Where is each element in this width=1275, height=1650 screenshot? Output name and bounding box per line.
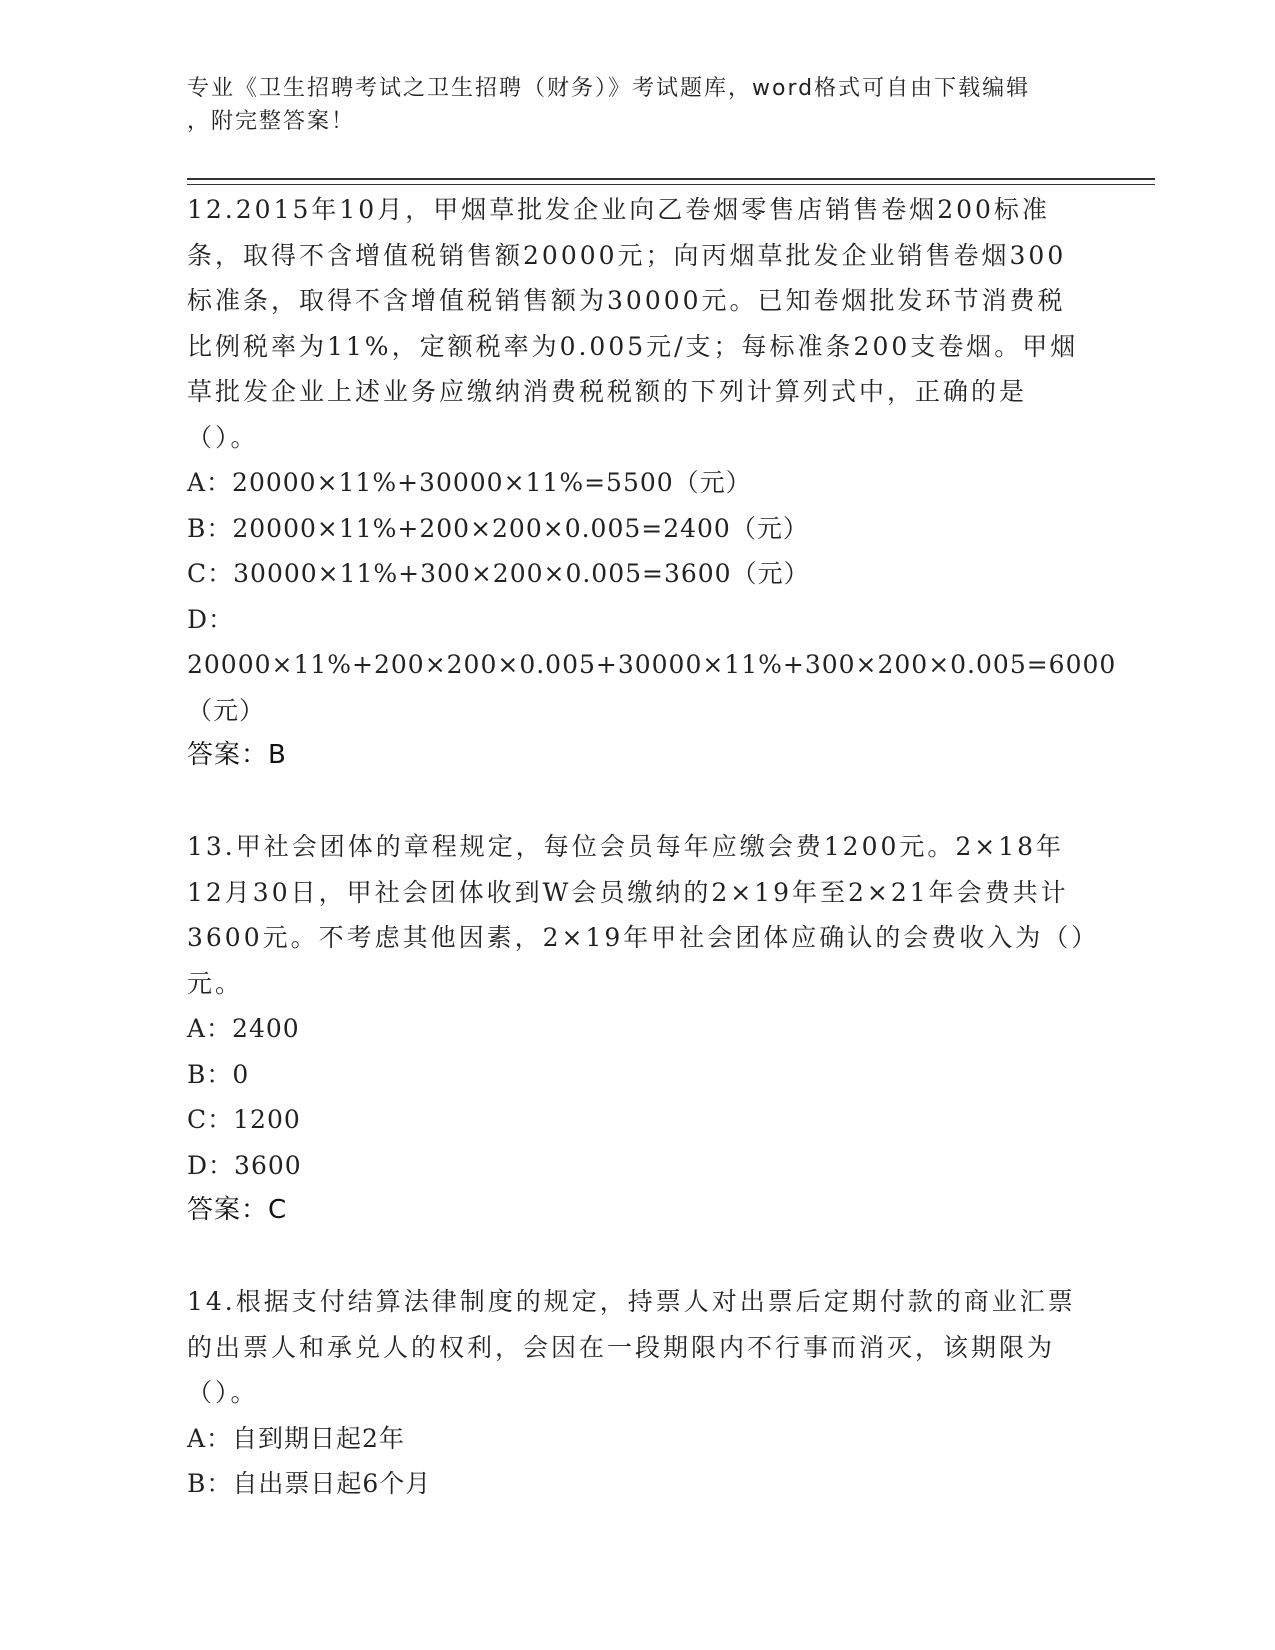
option-b: B：自出票日起6个月 [187,1469,432,1498]
option-a: A：2400 [187,1014,300,1043]
spacer [187,1233,1087,1279]
option-b: B：20000×11%+200×200×0.005=2400（元） [187,513,809,543]
option-d: D：3600 [187,1150,302,1180]
option-a: A：自到期日起2年 [187,1423,405,1453]
header-divider [187,178,1155,185]
question-stem: 12.2015年10月，甲烟草批发企业向乙卷烟零售店销售卷烟200标准条，取得不含增值税销售额20000元；向丙烟草批发企业销售卷烟300标准条，取得不含增值税销售额为30000元。已知卷烟批发环节消费税比例税率为11%，定额税率为0.005元/支；每标准条200支卷烟。甲烟草批发企业上述业务应缴纳消费税税额的下列计算列式中，正确的是（）。 [187,195,1079,452]
question-13 [187,824,1087,1233]
option-d: D：20000×11%+200×200×0.005+30000×11%+300×200×0.005=6000（元） [187,604,1117,725]
option-c: C：1200 [187,1105,301,1134]
question-list [187,187,1117,1507]
option-c: C：30000×11%+300×200×0.005=3600（元） [187,559,810,588]
header-line-2: ，附完整答案！ [187,109,356,134]
document-header [187,72,1087,138]
option-a: A：20000×11%+30000×11%=5500（元） [187,468,752,497]
answer-line: 答案：C [187,1195,288,1225]
option-b: B：0 [187,1059,250,1089]
question-12 [187,187,1117,778]
answer-line: 答案：B [187,740,287,770]
question-stem: 14.根据支付结算法律制度的规定，持票人对出票后定期付款的商业汇票的出票人和承兑人的权利，会因在一段期限内不行事而消灭，该期限为（）。 [187,1287,1076,1407]
question-14 [187,1279,1087,1507]
question-stem: 13.甲社会团体的章程规定，每位会员每年应缴会费1200元。2×18年12月30日，甲社会团体收到W会员缴纳的2×19年至2×21年会费共计3600元。不考虑其他因素，2×19年甲社会团体应确认的会费收入为（）元。 [187,832,1087,998]
header-line-1: 专业《卫生招聘考试之卫生招聘（财务）》考试题库，word格式可自由下载编辑 [187,76,1031,101]
spacer [187,778,1087,824]
